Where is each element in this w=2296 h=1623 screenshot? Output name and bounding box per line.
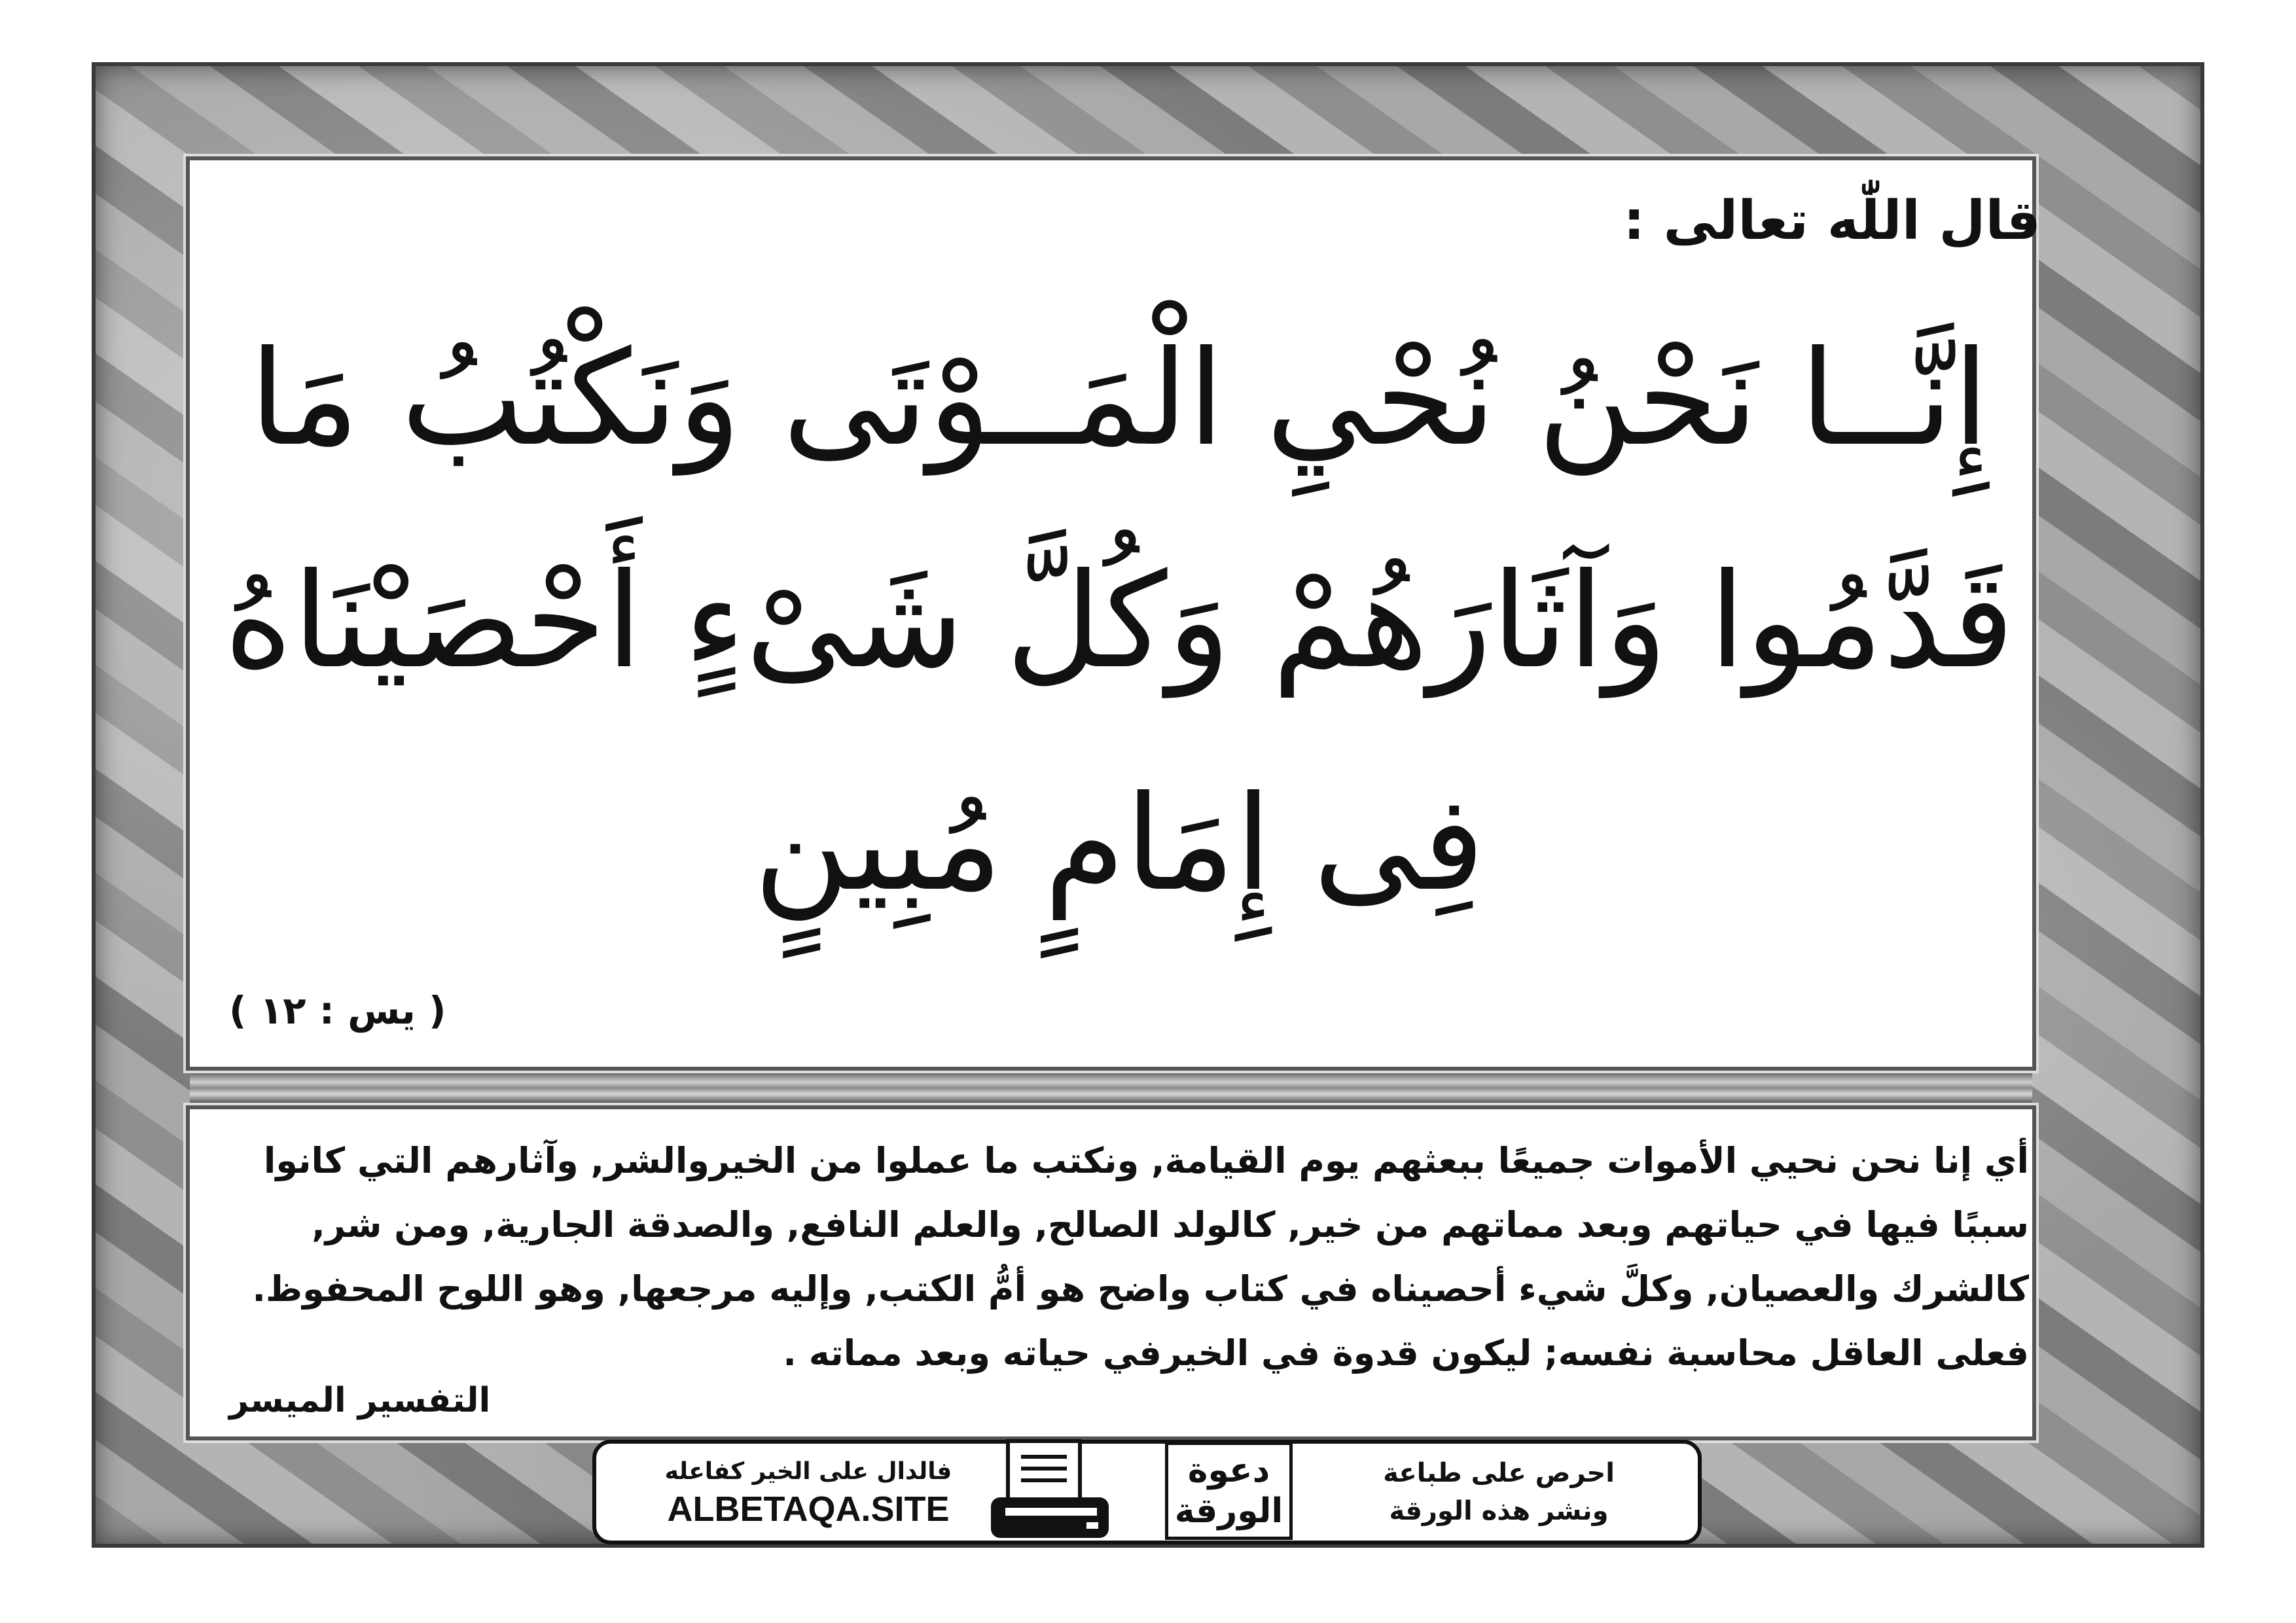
footer-website-link[interactable]: ALBETAQA.SITE — [667, 1489, 950, 1529]
footer-website-block — [609, 1458, 1008, 1529]
dawat-alwaraqa-logo — [1165, 1442, 1293, 1540]
quran-verse — [223, 288, 2016, 955]
tafsir-source: التفسير الميسر — [229, 1381, 491, 1420]
verse-reference: ( يس : ١٢ ) — [229, 988, 446, 1033]
panel-divider — [190, 1073, 2032, 1103]
footer-print-line-1: احرص على طباعة — [1383, 1458, 1615, 1488]
logo-text-bottom: الورقة — [1174, 1491, 1283, 1531]
verse-line-2: قَدَّمُوا وَآثَارَهُمْ وَكُلَّ شَىْءٍ أَحْصَيْنَاهُ — [224, 545, 2015, 698]
tafsir-line-2: سببًا فيها في حياتهم وبعد مماتهم من خير, كالولد الصالح, والعلم النافع, والصدقة الجارية, ومن شر, — [312, 1204, 2029, 1245]
footer-print-call — [1309, 1454, 1689, 1530]
printer-icon — [988, 1437, 1119, 1544]
tafsir-line-3: كالشرك والعصيان, وكلَّ شيء أحصيناه في كتاب واضح هو أمُّ الكتب, وإليه مرجعها, وهو اللوح المحفوظ. — [252, 1268, 2029, 1310]
verse-line-1: إِنَّــا نَحْنُ نُحْيِ الْمَــوْتَى وَنَكْتُبُ مَا — [249, 323, 1990, 475]
logo-text-top: دعوة — [1187, 1451, 1270, 1490]
tafsir-line-4: فعلى العاقل محاسبة نفسه; ليكون قدوة في الخيرفي حياته وبعد مماته . — [783, 1332, 2029, 1374]
tafsir-line-1: أي إنا نحن نحيي الأموات جميعًا ببعثهم يوم القيامة, ونكتب ما عملوا من الخيروالشر, وآثارهم التي كانوا — [263, 1140, 2029, 1181]
footer-print-line-2: ونشر هذه الورقة — [1389, 1496, 1609, 1526]
tafsir-text — [242, 1129, 2029, 1385]
footer-saying: فالدال على الخير كفاعله — [664, 1458, 952, 1485]
verse-heading: قال اللّٰه تعالى : — [1623, 190, 2041, 252]
verse-line-3: فِى إِمَامٍ مُبِينٍ — [753, 768, 1485, 920]
